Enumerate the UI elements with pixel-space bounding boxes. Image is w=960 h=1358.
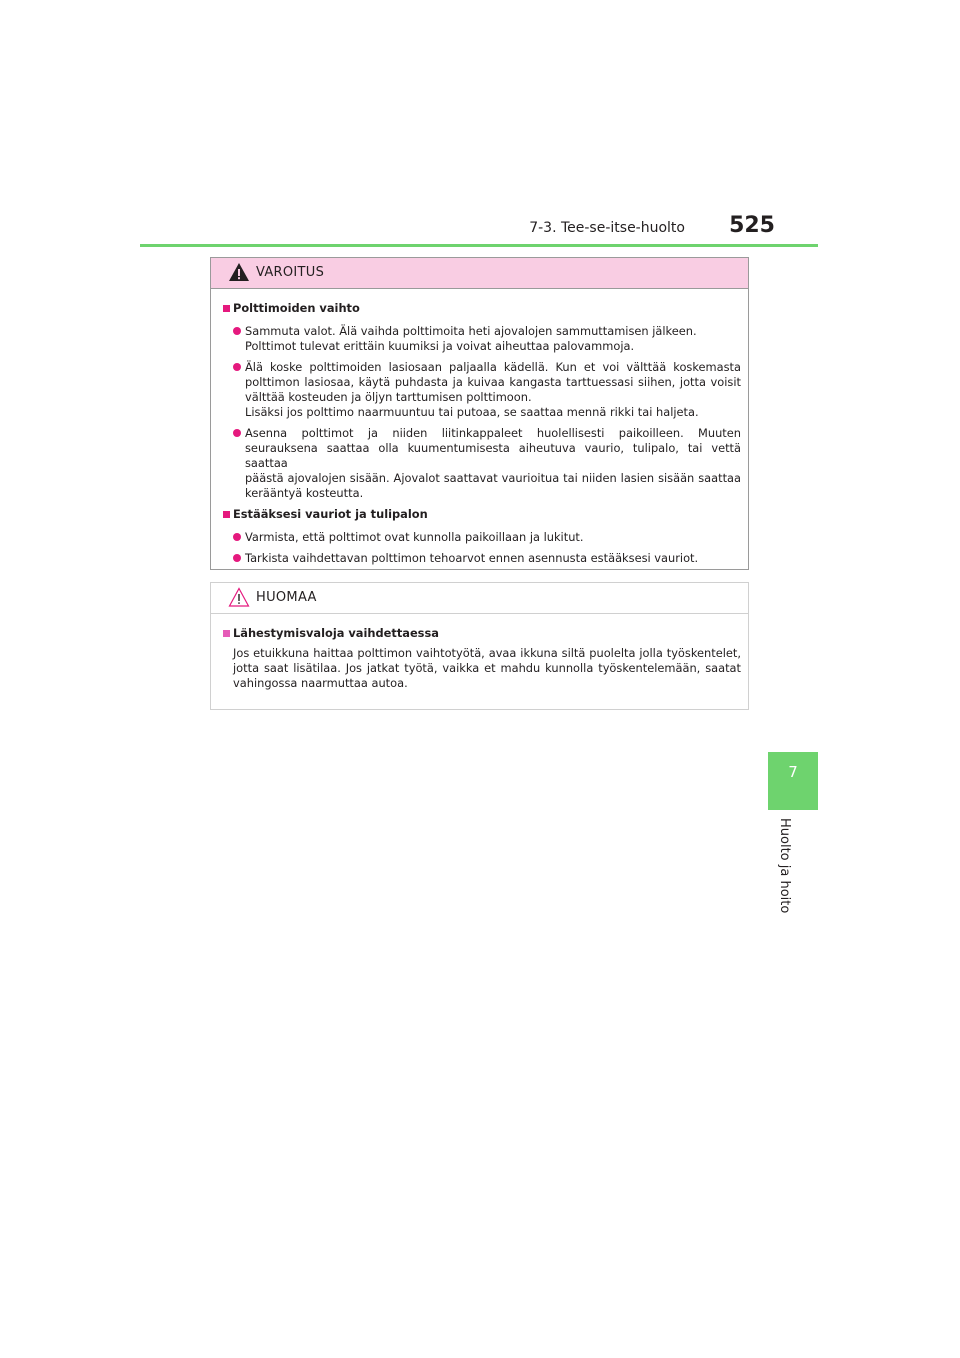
- header-rule: [140, 244, 818, 247]
- notice-body: [211, 614, 748, 691]
- circle-bullet-icon: [233, 327, 241, 335]
- chapter-title: Huolto ja hoito: [777, 818, 792, 914]
- warning-box: [210, 257, 749, 570]
- notice-box: [210, 582, 749, 710]
- section-title: Lähestymisvaloja vaihdettaessa: [223, 626, 741, 641]
- warning-triangle-icon: [228, 262, 250, 282]
- list-item: Älä koske polttimoiden lasiosaan paljaalla kädellä. Kun et voi välttää koskemasta polttimon lasiosaa, käytä puhdasta ja kuivaa kangasta tarttuessasi siihen, jotta voisit välttää kosteuden ja öljyn tarttumisen polttimoon. Lisäksi jos polttimo naarmuuntuu tai putoaa, se saattaa mennä rikki tai haljeta.: [223, 360, 741, 420]
- list-item: Asenna polttimot ja niiden liitinkappaleet huolellisesti paikoilleen. Muuten seurauksena saattaa olla kuumentumisesta aiheutuva vaurio, tulipalo, tai vettä saattaa päästä ajovalojen sisään. Ajovalot saattavat vaurioitua tai niiden lasien sisään saattaa kerääntyä kosteutta.: [223, 426, 741, 501]
- list-item: Tarkista vaihdettavan polttimon tehoarvot ennen asennusta estääksesi vauriot.: [223, 551, 741, 566]
- caution-triangle-icon: [228, 587, 250, 607]
- notice-header: [211, 583, 748, 614]
- warning-title: VAROITUS: [256, 265, 325, 280]
- list-item: Varmista, että polttimot ovat kunnolla paikoillaan ja lukitut.: [223, 530, 741, 545]
- circle-bullet-icon: [233, 533, 241, 541]
- notice-title: HUOMAA: [256, 590, 317, 605]
- square-bullet-icon: [223, 630, 230, 637]
- warning-header: [211, 258, 748, 289]
- circle-bullet-icon: [233, 429, 241, 437]
- section-title: Estääksesi vauriot ja tulipalon: [223, 507, 741, 522]
- section-title: Polttimoiden vaihto: [223, 301, 741, 316]
- list-item: Sammuta valot. Älä vaihda polttimoita heti ajovalojen sammuttamisen jälkeen. Polttimot tulevat erittäin kuumiksi ja voivat aiheuttaa palovammoja.: [223, 324, 741, 354]
- running-header-section: 7-3. Tee-se-itse-huolto: [529, 220, 685, 236]
- circle-bullet-icon: [233, 363, 241, 371]
- square-bullet-icon: [223, 305, 230, 312]
- page-number: 525: [729, 213, 775, 238]
- circle-bullet-icon: [233, 554, 241, 562]
- warning-body: [211, 289, 748, 566]
- chapter-tab: [768, 752, 818, 810]
- square-bullet-icon: [223, 511, 230, 518]
- chapter-number: 7: [788, 763, 798, 781]
- notice-paragraph: Jos etuikkuna haittaa polttimon vaihtotyötä, avaa ikkuna siltä puolelta jolla työskentelet, jotta saat lisätilaa. Jos jatkat työtä, vaikka et mahdu kunnolla työskentelemään, saatat vahingossa naarmuttaa autoa.: [233, 646, 741, 690]
